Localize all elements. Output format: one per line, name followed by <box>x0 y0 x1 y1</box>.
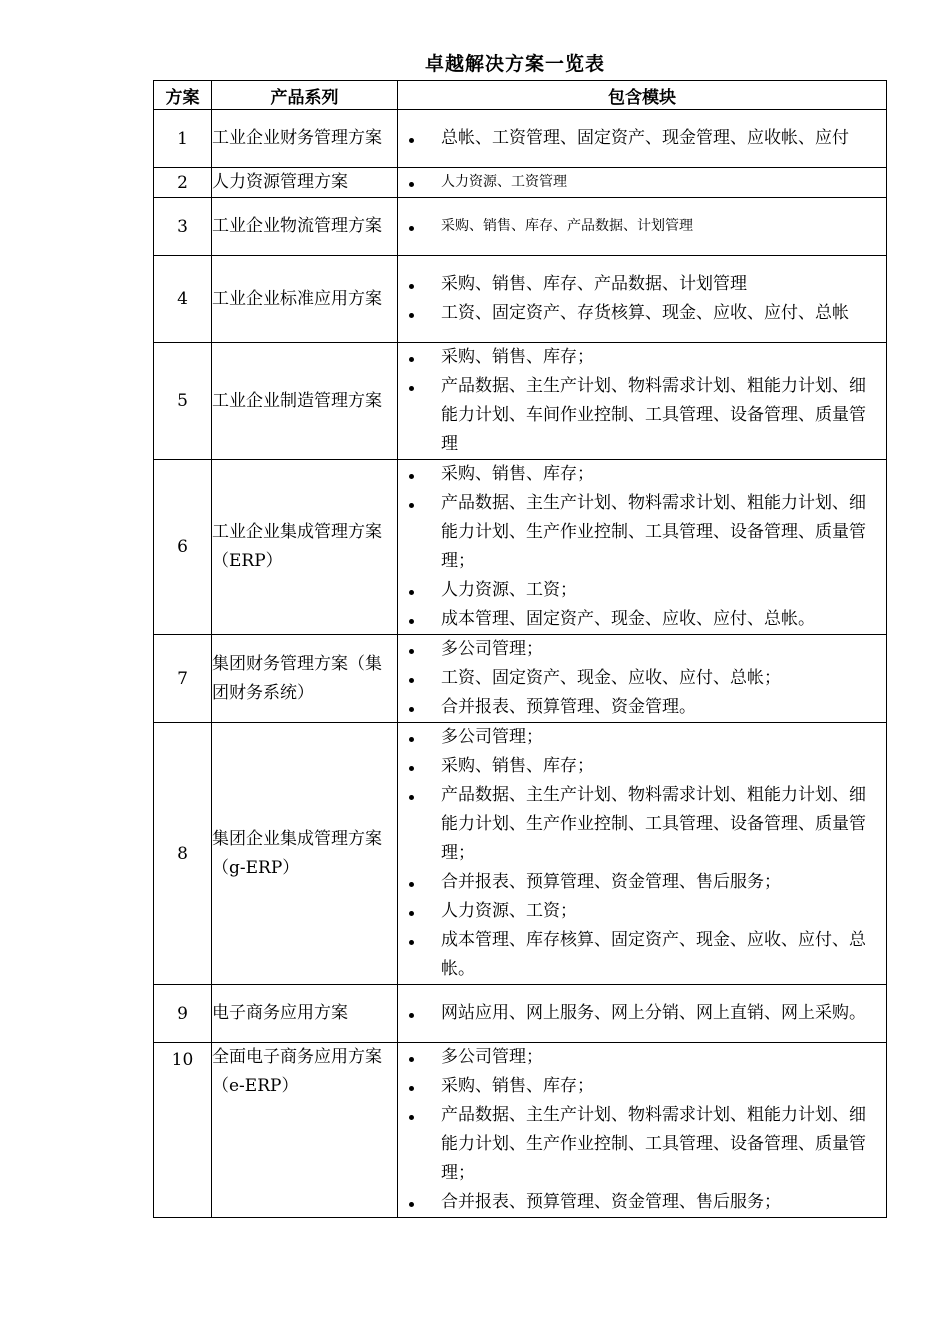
table-row <box>154 635 887 723</box>
product-series: 集团企业集成管理方案（g-ERP） <box>212 723 398 985</box>
header-no: 方案 <box>154 81 212 110</box>
table-row <box>154 1043 887 1218</box>
table-row <box>154 198 887 256</box>
modules-cell <box>398 168 887 198</box>
solution-number: 4 <box>154 256 212 343</box>
module-item: 多公司管理； <box>398 1043 886 1072</box>
table-row <box>154 343 887 460</box>
module-item: 采购、销售、库存、产品数据、计划管理 <box>398 212 886 241</box>
product-series: 工业企业财务管理方案 <box>212 110 398 168</box>
module-list <box>398 999 886 1028</box>
module-item: 多公司管理； <box>398 723 886 752</box>
product-series: 工业企业制造管理方案 <box>212 343 398 460</box>
module-item: 网站应用、网上服务、网上分销、网上直销、网上采购。 <box>398 999 886 1028</box>
modules-cell <box>398 343 887 460</box>
module-list <box>398 460 886 634</box>
module-list <box>398 212 886 241</box>
solution-number: 9 <box>154 985 212 1043</box>
module-item: 成本管理、库存核算、固定资产、现金、应收、应付、总帐。 <box>398 926 886 984</box>
module-item: 产品数据、主生产计划、物料需求计划、粗能力计划、细能力计划、车间作业控制、工具管理、设备管理、质量管理 <box>398 372 886 459</box>
product-series: 工业企业物流管理方案 <box>212 198 398 256</box>
product-series: 电子商务应用方案 <box>212 985 398 1043</box>
modules-cell <box>398 256 887 343</box>
module-item: 产品数据、主生产计划、物料需求计划、粗能力计划、细能力计划、生产作业控制、工具管理、设备管理、质量管理； <box>398 781 886 868</box>
solution-number: 10 <box>154 1043 212 1218</box>
header-modules: 包含模块 <box>398 81 887 110</box>
modules-cell <box>398 198 887 256</box>
module-item: 采购、销售、库存； <box>398 1072 886 1101</box>
table-row <box>154 985 887 1043</box>
module-item: 人力资源、工资； <box>398 576 886 605</box>
solution-number: 6 <box>154 460 212 635</box>
module-item: 多公司管理； <box>398 635 886 664</box>
module-item: 采购、销售、库存； <box>398 343 886 372</box>
module-list <box>398 1043 886 1217</box>
modules-cell <box>398 460 887 635</box>
module-item: 产品数据、主生产计划、物料需求计划、粗能力计划、细能力计划、生产作业控制、工具管理、设备管理、质量管理； <box>398 489 886 576</box>
header-series: 产品系列 <box>212 81 398 110</box>
module-list <box>398 343 886 459</box>
product-series: 集团财务管理方案（集团财务系统） <box>212 635 398 723</box>
solution-number: 2 <box>154 168 212 198</box>
solutions-table <box>153 80 887 1218</box>
product-series: 全面电子商务应用方案（e-ERP） <box>212 1043 398 1218</box>
module-item: 成本管理、固定资产、现金、应收、应付、总帐。 <box>398 605 886 634</box>
solution-number: 1 <box>154 110 212 168</box>
module-item: 工资、固定资产、现金、应收、应付、总帐； <box>398 664 886 693</box>
module-item: 合并报表、预算管理、资金管理、售后服务； <box>398 868 886 897</box>
module-item: 采购、销售、库存； <box>398 460 886 489</box>
table-row <box>154 168 887 198</box>
table-row <box>154 256 887 343</box>
module-list <box>398 270 886 328</box>
module-list <box>398 124 886 153</box>
module-item: 合并报表、预算管理、资金管理、售后服务； <box>398 1188 886 1217</box>
table-row <box>154 460 887 635</box>
modules-cell <box>398 1043 887 1218</box>
module-item: 采购、销售、库存； <box>398 752 886 781</box>
module-item: 总帐、工资管理、固定资产、现金管理、应收帐、应付 <box>398 124 886 153</box>
product-series: 工业企业集成管理方案（ERP） <box>212 460 398 635</box>
modules-cell <box>398 635 887 723</box>
module-item: 人力资源、工资管理 <box>398 168 886 197</box>
module-item: 人力资源、工资； <box>398 897 886 926</box>
module-list <box>398 723 886 984</box>
module-item: 采购、销售、库存、产品数据、计划管理 <box>398 270 886 299</box>
product-series: 人力资源管理方案 <box>212 168 398 198</box>
module-list <box>398 635 886 722</box>
solution-number: 5 <box>154 343 212 460</box>
product-series: 工业企业标准应用方案 <box>212 256 398 343</box>
solution-number: 8 <box>154 723 212 985</box>
module-item: 工资、固定资产、存货核算、现金、应收、应付、总帐 <box>398 299 886 328</box>
page-title: 卓越解决方案一览表 <box>424 53 605 75</box>
module-list <box>398 168 886 197</box>
table-header-row <box>154 81 887 110</box>
modules-cell <box>398 985 887 1043</box>
solution-number: 7 <box>154 635 212 723</box>
modules-cell <box>398 110 887 168</box>
table-row <box>154 723 887 985</box>
solution-number: 3 <box>154 198 212 256</box>
table-row <box>154 110 887 168</box>
modules-cell <box>398 723 887 985</box>
module-item: 合并报表、预算管理、资金管理。 <box>398 693 886 722</box>
module-item: 产品数据、主生产计划、物料需求计划、粗能力计划、细能力计划、生产作业控制、工具管理、设备管理、质量管理； <box>398 1101 886 1188</box>
